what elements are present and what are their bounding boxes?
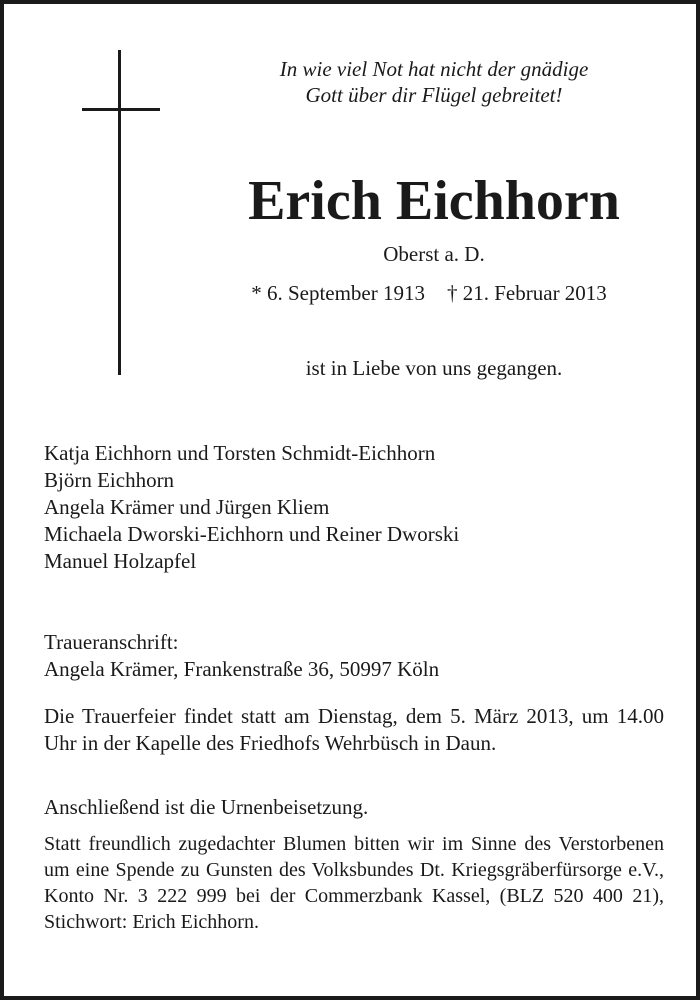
address-label: Traueranschrift: <box>44 630 179 654</box>
cross-icon-bar <box>82 108 160 111</box>
life-dates <box>174 279 684 307</box>
motto-line-1: In wie viel Not hat nicht der gnädige <box>279 57 589 81</box>
mourner-item: Manuel Holzapfel <box>44 549 197 573</box>
motto <box>204 56 664 108</box>
passed-away-text: ist in Liebe von uns gegangen. <box>305 356 563 380</box>
urn-burial-info: Anschließend ist die Urnenbeisetzung. <box>44 795 369 819</box>
mourner-item: Björn Eichhorn <box>44 468 175 492</box>
deceased-rank: Oberst a. D. <box>383 242 485 266</box>
donation-request: Statt freundlich zugedachter Blumen bitten wir im Sinne des Verstorbenen um eine Spende zu Gunsten des Volksbundes Dt. Kriegsgräberfürsorge e.V., Konto Nr. 3 222 999 bei der Commerzbank Kassel, (BLZ 520 400 21), Stichwort: Erich Eichhorn. <box>44 833 664 933</box>
motto-line-2: Gott über dir Flügel gebreitet! <box>305 83 563 107</box>
birth-date: * 6. September 1913 <box>251 281 425 305</box>
address-value: Angela Krämer, Frankenstraße 36, 50997 Köln <box>44 657 440 681</box>
deceased-name: Erich Eichhorn <box>248 170 620 232</box>
mourners-list <box>44 440 674 575</box>
funeral-info: Die Trauerfeier findet statt am Dienstag, dem 5. März 2013, um 14.00 Uhr in der Kapelle des Friedhofs Wehrbüsch in Daun. <box>44 704 664 755</box>
mourning-address <box>44 629 664 683</box>
mourner-item: Angela Krämer und Jürgen Kliem <box>44 495 330 519</box>
mourner-item: Katja Eichhorn und Torsten Schmidt-Eichhorn <box>44 441 436 465</box>
death-date: † 21. Februar 2013 <box>447 281 607 305</box>
mourner-item: Michaela Dworski-Eichhorn und Reiner Dworski <box>44 522 460 546</box>
cross-icon <box>118 50 121 375</box>
